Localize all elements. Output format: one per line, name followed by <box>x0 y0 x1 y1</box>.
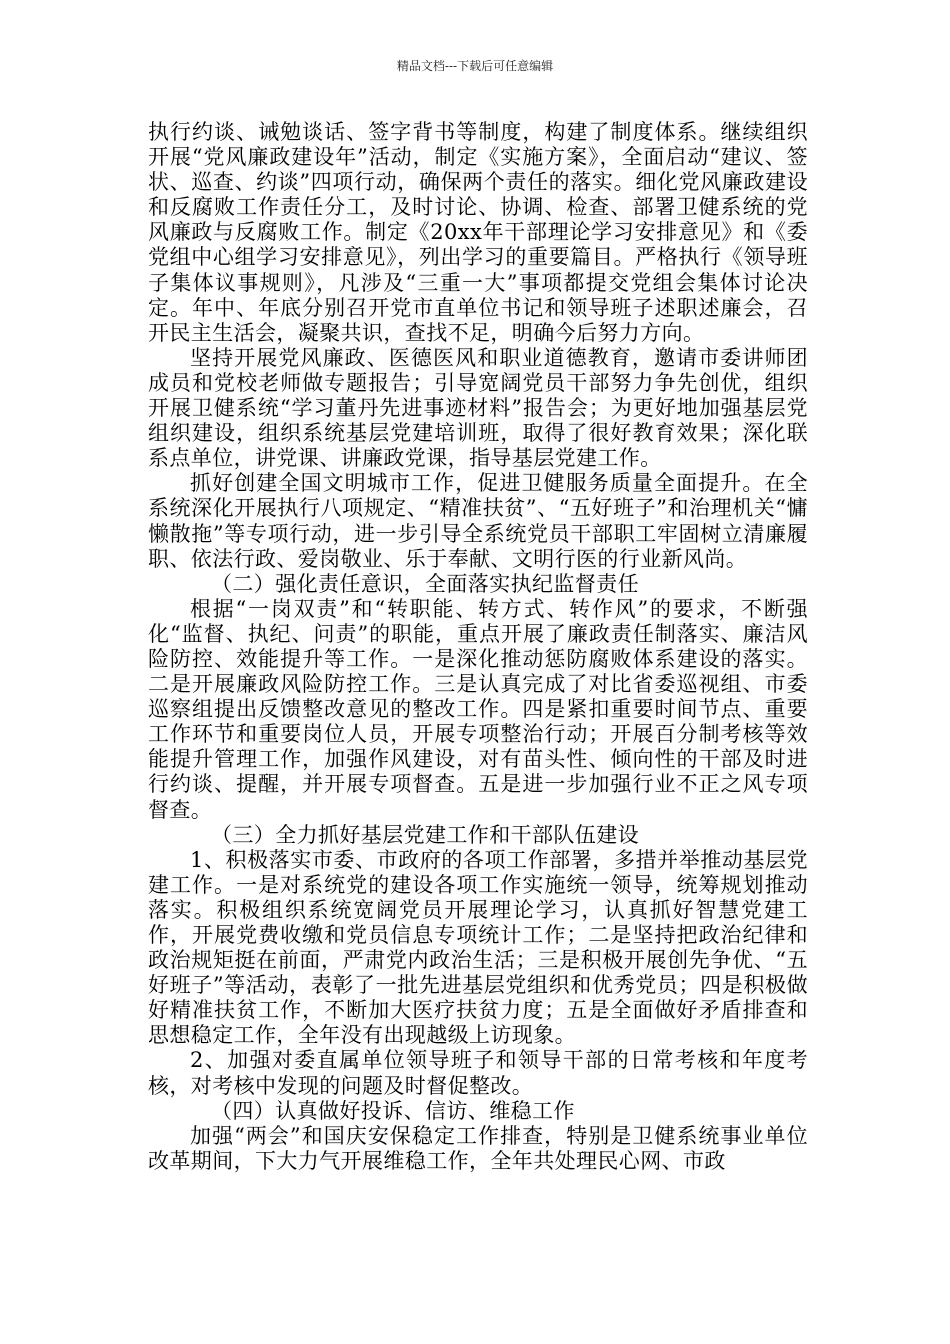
document-body <box>148 120 808 1174</box>
paragraph-5: 1、积极落实市委、市政府的各项工作部署，多措并举推动基层党建工作。一是对系统党的建设各项工作实施统一领导，统筹规划推动落实。积极组织系统宽阔党员开展理论学习，认真抓好智慧党建工作，开展党费收缴和党员信息专项统计工作；二是坚持把政治纪律和政治规矩挺在前面，严肃党内政治生活；三是积极开展创先争优、“五好班子”等活动，表彰了一批先进基层党组织和优秀党员；四是积极做好精准扶贫工作，不断加大医疗扶贫力度；五是全面做好矛盾排查和思想稳定工作，全年没有出现越级上访现象。 <box>148 847 808 1048</box>
paragraph-2: 坚持开展党风廉政、医德医风和职业道德教育，邀请市委讲师团成员和党校老师做专题报告；引导宽阔党员干部努力争先创优，组织开展卫健系统“学习董丹先进事迹材料”报告会；为更好地加强基层党组织建设，组织系统基层党建培训班，取得了很好教育效果；深化联系点单位，讲党课、讲廉政党课，指导基层党建工作。 <box>148 345 808 471</box>
paragraph-4: 根据“一岗双责”和“转职能、转方式、转作风”的要求，不断强化“监督、执纪、问责”的职能，重点开展了廉政责任制落实、廉洁风险防控、效能提升等工作。一是深化推动惩防腐败体系建设的落实。二是开展廉政风险防控工作。三是认真完成了对比省委巡视组、市委巡察组提出反馈整改意见的整改工作。四是紧扣重要时间节点、重要工作环节和重要岗位人员，开展专项整治行动；开展百分制考核等效能提升管理工作，加强作风建设，对有苗头性、倾向性的干部及时进行约谈、提醒，并开展专项督查。五是进一步加强行业不正之风专项督查。 <box>148 596 808 822</box>
paragraph-6: 2、加强对委直属单位领导班子和领导干部的日常考核和年度考核，对考核中发现的问题及时督促整改。 <box>148 1048 808 1098</box>
section-heading-4: （四）认真做好投诉、信访、维稳工作 <box>211 1098 575 1123</box>
section-heading-3: （三）全力抓好基层党建工作和干部队伍建设 <box>211 822 639 847</box>
paragraph-7: 加强“两会”和国庆安保稳定工作排查，特别是卫健系统事业单位改革期间，下大力气开展维稳工作，全年共处理民心网、市政 <box>148 1123 808 1173</box>
page-header: 精品文档---下载后可任意编辑 <box>396 59 554 73</box>
paragraph-1: 执行约谈、诫勉谈话、签字背书等制度，构建了制度体系。继续组织开展“党风廉政建设年”活动，制定《实施方案》，全面启动“建议、签状、巡查、约谈”四项行动，确保两个责任的落实。细化党风廉政建设和反腐败工作责任分工，及时讨论、协调、检查、部署卫健系统的党风廉政与反腐败工作。制定《20xx年干部理论学习安排意见》和《委党组中心组学习安排意见》，列出学习的重要篇目。严格执行《领导班子集体议事规则》，凡涉及“三重一大”事项都提交党组会集体讨论决定。年中、年底分别召开党市直单位书记和领导班子述职述廉会，召开民主生活会，凝聚共识，查找不足，明确今后努力方向。 <box>148 120 808 345</box>
paragraph-3: 抓好创建全国文明城市工作，促进卫健服务质量全面提升。在全系统深化开展执行八项规定、“精准扶贫”、“五好班子”和治理机关“慵懒散拖”等专项行动，进一步引导全系统党员干部职工牢固树立清廉履职、依法行政、爱岗敬业、乐于奉献、文明行医的行业新风尚。 <box>148 471 808 571</box>
section-heading-2: （二）强化责任意识，全面落实执纪监督责任 <box>211 571 639 596</box>
